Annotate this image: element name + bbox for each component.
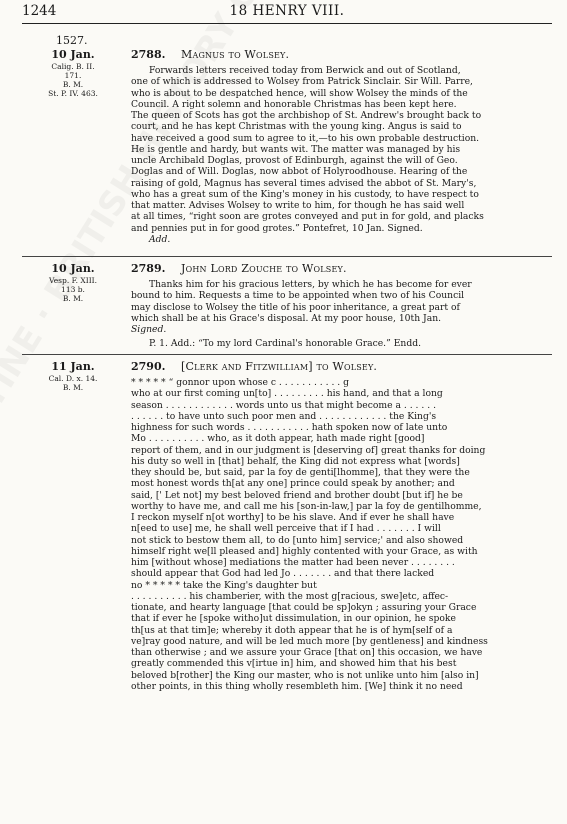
- entry-ref: B. M.: [62, 294, 84, 303]
- entry-body: [131, 279, 551, 335]
- entry-ref: Calig. B. II.: [51, 62, 95, 71]
- body-line: Mo . . . . . . . . . . who, as it doth appear, hath made right [good]: [131, 433, 425, 445]
- entry-ref: Vesp. F. XIII.: [49, 276, 97, 285]
- body-line: greatly commended this v[irtue in] him, and showed him that his best: [131, 658, 457, 670]
- body-line: Forwards letters received today from Berwick and out of Scotland,: [149, 65, 461, 76]
- entry-ref: 171.: [64, 71, 82, 80]
- body-line: than otherwise ; and we assure your Grace [that on] this occasion, we have: [131, 647, 483, 658]
- body-line: they should be, but said, par la foy de genti[lhomme], that they were the: [131, 467, 470, 478]
- body-line: ve]ray good nature, and will be led much more [by gentleness] and kindness: [131, 635, 488, 647]
- entry-ref: B. M.: [62, 80, 84, 89]
- body-line: Doglas and of Will. Doglas, now abbot of Holyroodhouse. Hearing of the: [131, 166, 468, 178]
- body-line: * * * * * “ gonnor upon whose c . . . . . . . . . . . g: [131, 377, 350, 388]
- header-rule: [22, 23, 552, 24]
- body-line: He is gentle and hardy, but wants wit. The matter was managed by his: [131, 143, 461, 155]
- body-line: other points, in this thing wholly resembleth him. [We] think it no need: [131, 680, 463, 692]
- body-line: court, and he has kept Christmas with the young king. Angus is said to: [131, 121, 462, 133]
- entry-separator: [22, 354, 552, 355]
- body-line: which shall be at his Grace's disposal. At my poor house, 10th Jan.: [131, 312, 442, 324]
- body-line: . . . . . . . . . . his chamberier, with the most g[racious, swe]etc, affec-: [131, 590, 449, 602]
- body-line: tionate, and hearty language [that could be sp]okyn ; assuring your Grace: [131, 602, 477, 613]
- entry-title: John Lord Zouche to Wolsey.: [181, 262, 347, 275]
- body-line: report of them, and in our judgment is [deserving of] great thanks for doing: [131, 444, 486, 456]
- body-line: have received a good sum to agree to it,—to his own probable destruction.: [131, 132, 480, 144]
- addendum-line: Add.: [149, 234, 171, 245]
- body-line: may disclose to Wolsey the title of his poor inheritance, a great part of: [131, 301, 460, 313]
- entry-separator: [22, 256, 552, 257]
- page-number: 1244: [22, 3, 57, 19]
- entry-body: [131, 65, 551, 234]
- entry-title: Magnus to Wolsey.: [181, 48, 290, 61]
- entry-margin: [22, 262, 124, 303]
- body-line: no * * * * * take the King's daughter but: [131, 579, 317, 591]
- entry-number: 2789.: [131, 262, 166, 275]
- body-line: raising of gold, Magnus has several times advised the abbot of St. Mary's,: [131, 177, 477, 189]
- entry-ref: Cal. D. x. 14.: [48, 374, 98, 383]
- body-line: should appear that God had led Jo . . . . . . . and that there lacked: [131, 568, 435, 580]
- body-line: beloved b[rother] the King our master, who is not unlike unto him [also in]: [131, 669, 479, 681]
- body-line: n[eed to use] me, he shall well perceive that if I had . . . . . . . I will: [131, 523, 441, 535]
- year-label: 1527.: [56, 34, 88, 47]
- entry-number: 2790.: [131, 360, 166, 373]
- body-line: season . . . . . . . . . . . . words unto us that might become a . . . . . .: [131, 399, 436, 411]
- entry-title: [Clerk and Fitzwilliam] to Wolsey.: [181, 360, 378, 373]
- body-line: that matter. Advises Wolsey to write to him, for though he has said well: [131, 200, 465, 211]
- addendum-line: P. 1. Add.: “To my lord Cardinal's honorable Grace.” Endd.: [149, 338, 422, 349]
- body-line: The queen of Scots has got the archbishop of St. Andrew's brought back to: [131, 110, 482, 121]
- entry-ref: B. M.: [62, 383, 84, 392]
- body-line: that if ever he [spoke witho]ut dissimulation, in our opinion, he spoke: [131, 613, 456, 625]
- body-line: who has a great sum of the King's money in his custody, to have respect to: [131, 188, 479, 200]
- entry-margin: [22, 360, 124, 392]
- entry-date: 10 Jan.: [51, 48, 95, 61]
- entry-number: 2788.: [131, 48, 166, 61]
- body-line: Council. A right solemn and honorable Christmas has been kept here.: [131, 98, 457, 110]
- body-line: him [without whose] mediations the matter had been never . . . . . . . .: [131, 557, 455, 568]
- body-line: highness for such words . . . . . . . . . . . hath spoken now of late unto: [131, 422, 448, 433]
- entry-date: 10 Jan.: [51, 262, 95, 275]
- entry-ref: 113 b.: [61, 285, 85, 294]
- entry-margin: [22, 48, 124, 98]
- body-line: not stick to bestow them all, to do [unto him] service;' and also showed: [131, 534, 464, 546]
- body-line: his duty so well in [that] behalf, the King did not express what [words]: [131, 455, 460, 467]
- body-line: at all times, “right soon are grotes conveyed and put in for gold, and placks: [131, 211, 484, 223]
- body-line: who is about to be despatched hence, will show Wolsey the minds of the: [131, 87, 468, 99]
- body-line: Signed.: [131, 324, 167, 335]
- entry-ref: St. P. IV. 463.: [48, 89, 98, 98]
- body-line: one of which is addressed to Wolsey from Patrick Sinclair. Sir Will. Parre,: [131, 76, 473, 88]
- entry-addendum: [149, 338, 567, 349]
- body-line: th[us at that tim]e; whereby it doth appear that he is of hym[self of a: [131, 624, 453, 636]
- entry-body: [131, 377, 551, 692]
- body-line: I reckon myself n[ot worthy] to be his slave. And if ever he shall have: [131, 512, 455, 523]
- entry-addendum: [149, 234, 567, 245]
- body-line: said, [' Let not] my best beloved friend and brother doubt [but if] he be: [131, 489, 463, 501]
- body-line: most honest words th[at any one] prince could speak by another; and: [131, 478, 455, 490]
- entry-date: 11 Jan.: [51, 360, 95, 373]
- running-head: 18 HENRY VIII.: [229, 3, 345, 19]
- body-line: . . . . . . to have unto such poor men and . . . . . . . . . . . . the King's: [131, 410, 437, 422]
- body-line: bound to him. Requests a time to be appointed when two of his Council: [131, 290, 465, 302]
- body-line: and pennies put in for good grotes.” Pontefret, 10 Jan. Signed.: [131, 222, 423, 234]
- body-line: uncle Archibald Doglas, provost of Edinburgh, against the will of Geo.: [131, 155, 458, 166]
- body-line: Thanks him for his gracious letters, by which he has become for ever: [149, 279, 472, 290]
- body-line: who at our first coming un[to] . . . . . . . . . his hand, and that a long: [131, 388, 443, 400]
- body-line: himself right we[ll pleased and] highly contented with your Grace, as with: [131, 545, 478, 557]
- body-line: worthy to have me, and call me his [son-in-law,] par la foy de gentilhomme,: [131, 500, 482, 512]
